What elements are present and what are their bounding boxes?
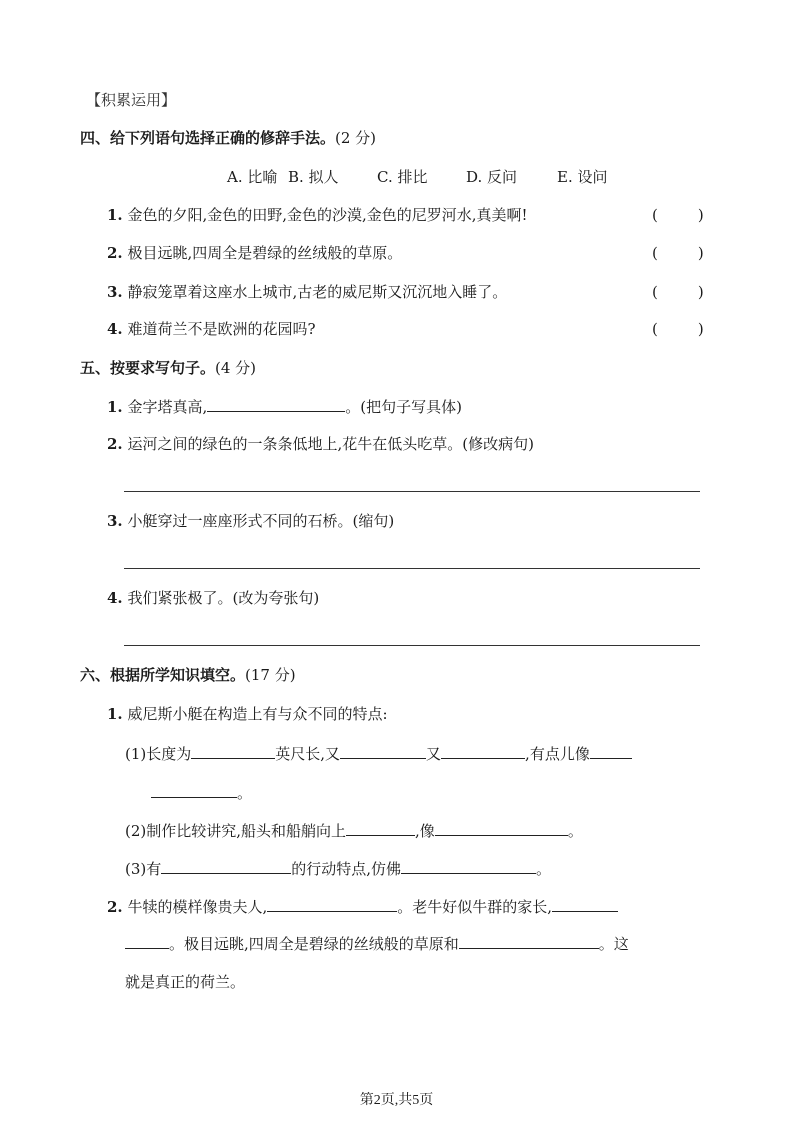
option-d: D. 反问 — [466, 168, 518, 186]
q4-item-4 — [107, 319, 316, 339]
q4-answer-4[interactable]: ( ) — [652, 320, 704, 338]
q5-item-4 — [107, 588, 319, 608]
question-4-score: (2 分) — [335, 129, 377, 147]
q5-item-1-number: 1. — [107, 398, 123, 416]
q5-item-2-hint: (修改病句) — [462, 435, 534, 453]
q5-item-4-hint: (改为夸张句) — [232, 589, 320, 607]
q5-item-3-number: 3. — [107, 512, 123, 530]
option-e: E. 设问 — [557, 168, 608, 186]
q6-blank-curve[interactable] — [346, 821, 415, 836]
q5-item-2-number: 2. — [107, 435, 123, 453]
question-6-heading: 六、根据所学知识填空。 — [80, 666, 246, 684]
q6-blank-ox-b[interactable] — [125, 934, 169, 949]
question-4-heading: 四、给下列语句选择正确的修辞手法。 — [80, 129, 336, 147]
q4-item-3 — [107, 282, 507, 302]
q5-item-2 — [107, 434, 534, 454]
q4-item-2 — [107, 243, 402, 263]
q4-item-2-text: 极目远眺,四周全是碧绿的丝绒般的草原。 — [127, 244, 403, 262]
q4-answer-3[interactable]: ( ) — [652, 283, 704, 301]
option-b: B. 拟人 — [288, 168, 339, 186]
q6-item-2: 2. 牛犊的模样像贵夫人, 。老牛好似牛群的家长, — [107, 897, 618, 917]
q6-item-2-number: 2. — [107, 898, 123, 916]
q6-blank-likeness-b[interactable] — [151, 783, 237, 798]
q6-blank-length[interactable] — [191, 744, 275, 759]
question-5-score: (4 分) — [215, 359, 257, 377]
q6-blank-likeness-a[interactable] — [590, 744, 632, 759]
q6-item-2-cont: 。极目远眺,四周全是碧绿的丝绒般的草原和 。这 — [125, 934, 629, 954]
q4-item-3-number: 3. — [107, 283, 123, 301]
question-6-score: (17 分) — [245, 666, 296, 684]
q6-blank-feature-1[interactable] — [340, 744, 426, 759]
question-4-title — [80, 128, 376, 148]
page-footer: 第2页,共5页 — [359, 1093, 434, 1108]
q5-item-2-text: 运河之间的绿色的一条条低地上,花牛在低头吃草。 — [127, 435, 463, 453]
q6-item-1-sub-3: (3)有 的行动特点,仿佛 。 — [125, 860, 552, 878]
q6-blank-feature-2[interactable] — [441, 744, 525, 759]
q6-blank-calf[interactable] — [267, 897, 397, 912]
q5-item-3-answer-line[interactable] — [124, 568, 700, 569]
q4-answer-2[interactable]: ( ) — [652, 244, 704, 262]
q4-item-3-text: 静寂笼罩着这座水上城市,古老的威尼斯又沉沉地入睡了。 — [127, 283, 508, 301]
q6-item-1-text: 威尼斯小艇在构造上有与众不同的特点: — [127, 705, 388, 723]
q6-blank-as-if[interactable] — [401, 859, 536, 874]
q6-item-1-sub-2: (2)制作比较讲究,船头和船艄向上 ,像 。 — [125, 822, 583, 840]
q5-item-1-text: 金字塔真高, — [127, 398, 208, 416]
q6-blank-ox-a[interactable] — [552, 897, 618, 912]
option-c: C. 排比 — [377, 168, 428, 186]
q6-item-1 — [107, 704, 388, 724]
q6-blank-meadow[interactable] — [459, 934, 599, 949]
q6-blank-like[interactable] — [435, 821, 568, 836]
q5-item-1 — [107, 397, 462, 417]
question-6-title — [80, 665, 296, 685]
q6-blank-movement[interactable] — [161, 859, 291, 874]
q5-item-1-blank[interactable] — [207, 397, 345, 412]
q6-item-1-sub-1-cont: 。 — [151, 783, 252, 803]
q5-item-4-number: 4. — [107, 589, 123, 607]
q5-item-4-text: 我们紧张极了。 — [127, 589, 233, 607]
q4-item-1 — [107, 205, 528, 225]
q5-item-3 — [107, 511, 394, 531]
q6-item-1-sub-1: (1)长度为 英尺长,又 又 ,有点儿像 — [125, 744, 632, 764]
question-5-heading: 五、按要求写句子。 — [80, 359, 216, 377]
q4-item-1-number: 1. — [107, 206, 123, 224]
q5-item-4-answer-line[interactable] — [124, 645, 700, 646]
q4-item-2-number: 2. — [107, 244, 123, 262]
option-a: A. 比喻 — [227, 168, 278, 186]
q5-item-2-answer-line[interactable] — [124, 491, 700, 492]
q5-item-3-hint: (缩句) — [352, 512, 395, 530]
q4-item-1-text: 金色的夕阳,金色的田野,金色的沙漠,金色的尼罗河水,真美啊! — [127, 206, 528, 224]
q6-item-1-number: 1. — [107, 705, 123, 723]
q4-item-4-number: 4. — [107, 320, 123, 338]
question-5-title — [80, 358, 256, 378]
section-tag: 【积累运用】 — [86, 91, 177, 109]
q4-item-4-text: 难道荷兰不是欧洲的花园吗? — [127, 320, 316, 338]
q5-item-1-hint: 。(把句子写具体) — [345, 398, 462, 416]
q5-item-3-text: 小艇穿过一座座形式不同的石桥。 — [127, 512, 353, 530]
q4-answer-1[interactable]: ( ) — [652, 206, 704, 224]
q6-item-2-end: 就是真正的荷兰。 — [125, 973, 246, 991]
